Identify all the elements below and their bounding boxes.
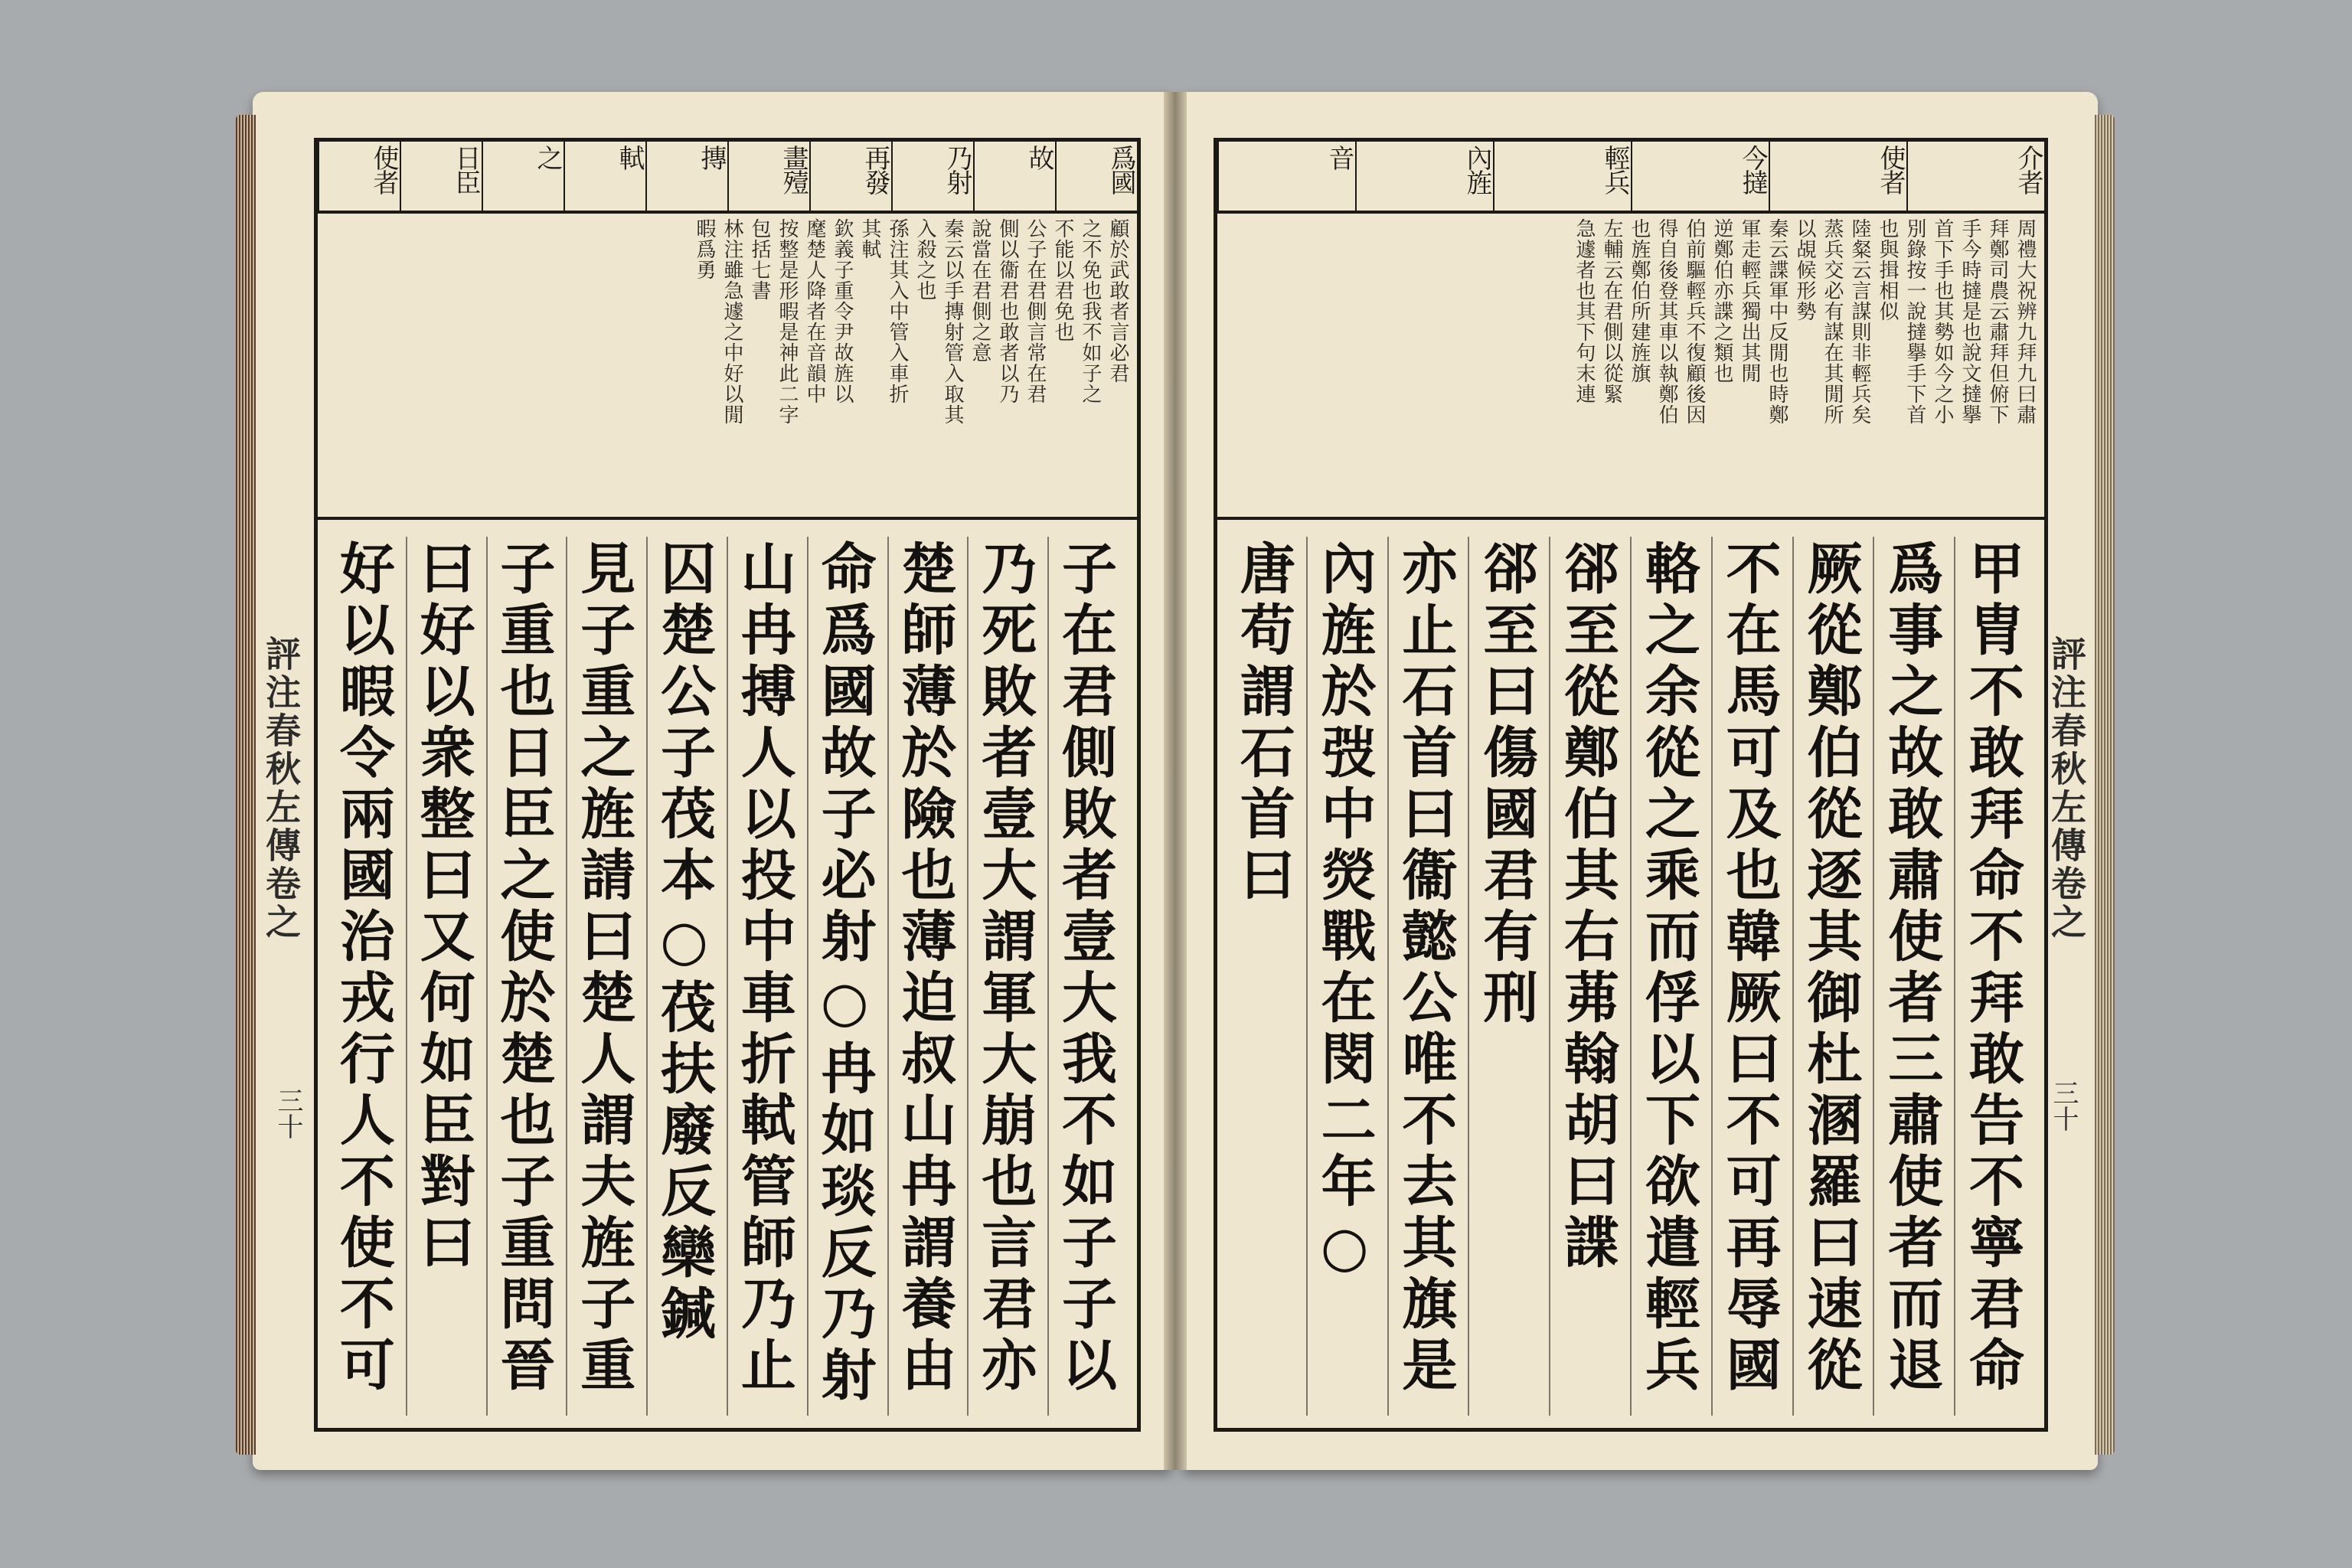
- commentary-column: 顧於武敢者言必君: [1106, 218, 1129, 384]
- main-text-column: 厥從鄭伯從逐其御杜溷羅曰速從: [1792, 537, 1873, 1416]
- left-page-edges: [236, 115, 256, 1455]
- main-text-column: 輅之余從之乘而俘以下欲遣輕兵: [1630, 537, 1711, 1416]
- header-cell: 使者: [1769, 142, 1906, 211]
- main-text-column: 囚楚公子茷本○茷扶廢反欒鍼: [646, 537, 727, 1416]
- header-cell: 內旌: [1355, 142, 1493, 211]
- right-page-edges: [2095, 115, 2115, 1455]
- header-cell: 軾: [564, 142, 645, 211]
- main-text-column: 郤至從鄭伯其右茀翰胡曰諜: [1549, 537, 1630, 1416]
- header-cell: 使者: [318, 142, 400, 211]
- header-cell: 摶: [645, 142, 727, 211]
- commentary-column: 得自後登其車以執鄭伯: [1655, 218, 1678, 425]
- commentary-column: 麾楚人降者在音韻中: [803, 218, 826, 404]
- left-print-frame: [314, 138, 1141, 1432]
- left-commentary: [318, 214, 1137, 520]
- right-commentary: [1217, 214, 2044, 520]
- main-text-column: 內旌於弢中熒戰在閔二年○: [1306, 537, 1387, 1416]
- commentary-column: 左輔云在君側以從緊: [1600, 218, 1623, 404]
- left-margin-title: 評注春秋左傳卷之: [260, 635, 302, 942]
- commentary-column: 蒸兵交必有謀在其閒所: [1821, 218, 1844, 425]
- main-text-column: 命爲國故子必射○冉如琰反乃射: [807, 537, 887, 1416]
- commentary-column: 也與揖相似: [1876, 218, 1899, 322]
- main-text-column: 郤至曰傷國君有刑: [1468, 537, 1549, 1416]
- right-margin-title: 評注春秋左傳卷之: [2046, 635, 2087, 942]
- commentary-column: 伯前驅輕兵不復顧後因: [1683, 218, 1706, 425]
- commentary-column: 暇爲勇: [693, 218, 716, 280]
- commentary-column: 說當在君側之意: [969, 218, 991, 363]
- main-text-column: 見子重之旌請曰楚人謂夫旌子重: [566, 537, 646, 1416]
- commentary-column: 逆鄭伯亦諜之類也: [1710, 218, 1733, 384]
- commentary-column: 也旌鄭伯所建旌旗: [1628, 218, 1651, 384]
- main-text-column: 乃死敗者壹大謂軍大崩也言君亦: [967, 537, 1047, 1416]
- right-folio: 三十: [2048, 1080, 2079, 1132]
- commentary-column: 以覘候形勢: [1793, 218, 1816, 322]
- commentary-column: 周禮大祝辨九拜九曰肅: [2014, 218, 2037, 425]
- commentary-column: 首下手也其勢如今之小: [1931, 218, 1954, 425]
- header-cell: 之: [482, 142, 564, 211]
- main-text-column: 好以暇令兩國治戎行人不使不可: [330, 540, 396, 1397]
- commentary-column: 公子在君側言常在君: [1024, 218, 1047, 404]
- commentary-column: 秦云諜軍中反閒也時鄭: [1766, 218, 1788, 425]
- right-print-frame: [1214, 138, 2048, 1432]
- main-text-column: 曰好以衆整曰又何如臣對曰: [406, 537, 486, 1416]
- header-cell: 介者: [1906, 142, 2044, 211]
- main-text-column: 爲事之故敢肅使者三肅使者而退: [1873, 537, 1954, 1416]
- commentary-column: 拜鄭司農云肅拜但俯下: [1986, 218, 2009, 425]
- commentary-column: 林注雖急遽之中好以閒: [720, 218, 743, 425]
- header-cell: 今撻: [1631, 142, 1769, 211]
- header-cell: 乃射: [891, 142, 973, 211]
- header-cell: 畫殪: [727, 142, 809, 211]
- commentary-column: 欽義子重令尹故旌以: [831, 218, 854, 404]
- right-main-text: [1217, 524, 2044, 1428]
- main-text-column: 甲胄不敢拜命不拜敢告不寧君命: [1954, 537, 2035, 1416]
- main-text-column: 子在君側敗者壹大我不如子子以: [1047, 537, 1128, 1416]
- header-cell: 再發: [809, 142, 891, 211]
- commentary-column: 軍走輕兵獨出其閒: [1738, 218, 1761, 384]
- commentary-column: 按整是形暇是神此二字: [776, 218, 799, 425]
- book-spine: [1164, 92, 1187, 1470]
- commentary-column: 陸粲云言謀則非輕兵矣: [1848, 218, 1871, 425]
- left-page: [253, 92, 1171, 1470]
- header-cell: 故: [973, 142, 1055, 211]
- right-header-band: [1217, 142, 2044, 214]
- commentary-column: 其軾: [858, 218, 881, 260]
- commentary-column: 急遽者也其下句末連: [1573, 218, 1596, 404]
- main-text-column: 亦止石首曰衞懿公唯不去其旗是: [1387, 537, 1468, 1416]
- commentary-column: 秦云以手摶射管入取其: [941, 218, 964, 425]
- main-text-column: 唐苟謂石首曰: [1230, 540, 1296, 907]
- header-cell: 音: [1217, 142, 1355, 211]
- commentary-column: 孫注其入中管入車折: [886, 218, 909, 404]
- header-cell: 輕兵: [1493, 142, 1631, 211]
- commentary-column: 別錄按一說撻擧手下首: [1903, 218, 1926, 425]
- right-page: [1183, 92, 2098, 1470]
- commentary-column: 側以衞君也敢者以乃: [996, 218, 1019, 404]
- main-text-column: 楚師薄於險也薄迫叔山冉謂養由: [887, 537, 968, 1416]
- commentary-column: 不能以君免也: [1051, 218, 1074, 342]
- main-text-column: 山冉搏人以投中車折軾管師乃止: [727, 537, 807, 1416]
- main-text-column: 不在馬可及也韓厥曰不可再辱國: [1711, 537, 1792, 1416]
- commentary-column: 之不免也我不如子之: [1079, 218, 1102, 404]
- left-header-band: [318, 142, 1137, 214]
- commentary-column: 入殺之也: [913, 218, 936, 301]
- left-main-text: [318, 524, 1137, 1428]
- left-folio: 三十: [273, 1087, 303, 1139]
- open-book: [253, 92, 2098, 1485]
- header-cell: 爲國: [1055, 142, 1137, 211]
- commentary-column: 手今時撻是也說文撻擧: [1958, 218, 1981, 425]
- header-cell: 日臣: [400, 142, 482, 211]
- main-text-column: 子重也日臣之使於楚也子重問晉: [486, 537, 567, 1416]
- commentary-column: 包括七書: [748, 218, 771, 301]
